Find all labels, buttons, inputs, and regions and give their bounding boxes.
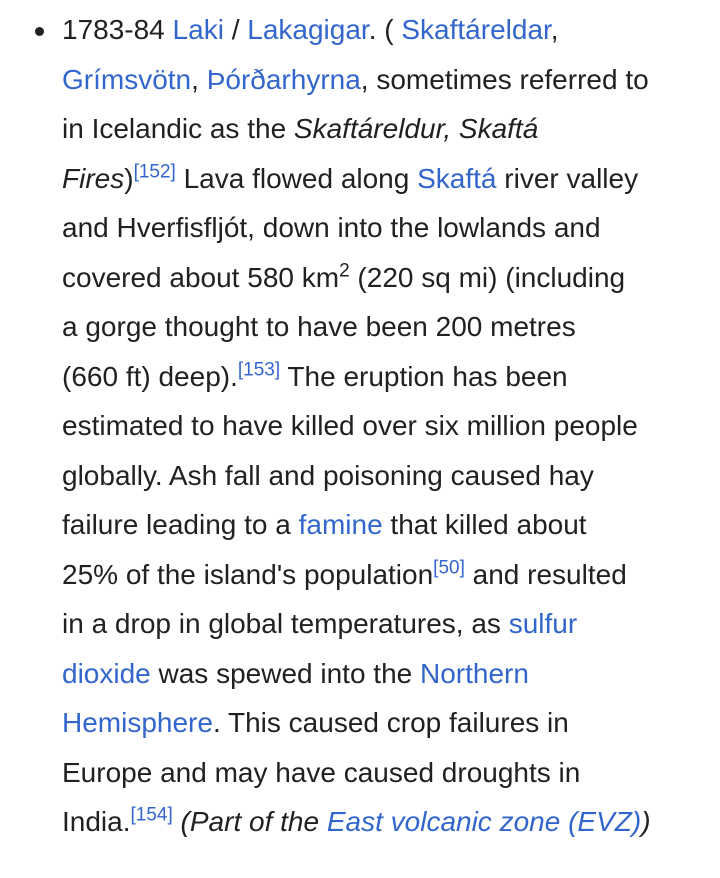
- text-segment: (220 sq mi) (including: [349, 261, 626, 293]
- famine-link[interactable]: famine: [298, 509, 383, 540]
- skaftareldar-link[interactable]: Skaftáreldar: [401, 14, 551, 45]
- text-segment: failure leading to a: [62, 509, 299, 540]
- text-line: [62, 649, 720, 699]
- text-segment: and Hverfisfljót, down into the lowlands and: [62, 212, 601, 243]
- text-segment: . This caused crop failures in: [212, 707, 569, 738]
- northern-hemisphere-link[interactable]: Hemisphere: [62, 707, 213, 738]
- text-segment: , sometimes referred to: [360, 63, 649, 95]
- ref-152-link[interactable]: [152]: [133, 161, 176, 183]
- east-volcanic-zone-link[interactable]: East volcanic zone (EVZ): [326, 806, 642, 837]
- text-segment: estimated to have killed over six million people: [62, 410, 638, 441]
- lakagigar-link[interactable]: Lakagigar: [247, 14, 369, 45]
- text-line: [62, 401, 720, 451]
- text-segment: covered about 580 km: [62, 261, 340, 293]
- text-segment: in a drop in global temperatures, as: [62, 608, 509, 639]
- text-line: [62, 5, 720, 55]
- text-line: [62, 104, 720, 154]
- text-segment: 25% of the island's population: [62, 558, 434, 590]
- text-segment: that killed about: [382, 509, 587, 540]
- text-segment: river valley: [496, 162, 639, 194]
- entry-text: [62, 5, 720, 847]
- sulfur-dioxide-link[interactable]: sulfur: [508, 608, 578, 639]
- text-segment: a gorge thought to have been 200 metres: [62, 311, 576, 342]
- text-segment: ): [124, 162, 134, 194]
- text-line: [62, 352, 720, 402]
- text-segment: Europe and may have caused droughts in: [62, 756, 581, 788]
- text-segment: Fires: [62, 162, 125, 194]
- text-line: [62, 302, 720, 352]
- thordarhyrna-link[interactable]: Þórðarhyrna: [206, 63, 361, 95]
- text-segment: Lava flowed along: [175, 162, 418, 194]
- text-segment: 1783-84: [62, 14, 173, 45]
- grimsvotn-link[interactable]: Grímsvötn: [62, 63, 192, 95]
- ref-50-link[interactable]: [50]: [433, 557, 465, 579]
- skafta-link[interactable]: Skaftá: [417, 162, 497, 194]
- text-segment: The eruption has been: [280, 360, 568, 392]
- text-segment: (660 ft) deep).: [62, 360, 238, 392]
- laki-link[interactable]: Laki: [172, 14, 224, 45]
- text-line: [62, 550, 720, 600]
- text-segment: ): [641, 806, 651, 837]
- text-segment: ,: [550, 14, 559, 45]
- text-segment: globally. Ash fall and poisoning caused hay: [62, 459, 594, 491]
- northern-hemisphere-link[interactable]: Northern: [420, 657, 529, 689]
- text-line: [62, 698, 720, 748]
- text-line: [62, 797, 720, 847]
- text-segment: in Icelandic as the: [62, 113, 294, 144]
- text-line: [62, 55, 720, 105]
- bullet-icon: [35, 27, 44, 36]
- text-line: [62, 500, 720, 550]
- text-segment: and resulted: [464, 558, 627, 590]
- text-line: [62, 154, 720, 204]
- text-line: [62, 203, 720, 253]
- text-line: [62, 599, 720, 649]
- text-line: [62, 451, 720, 501]
- text-segment: India.: [62, 806, 131, 837]
- text-segment: . (: [368, 14, 402, 45]
- text-segment: ,: [191, 63, 207, 95]
- ref-153-link[interactable]: [153]: [237, 359, 281, 381]
- text-segment: /: [223, 14, 248, 45]
- sulfur-dioxide-link[interactable]: dioxide: [62, 657, 151, 689]
- text-segment: was spewed into the: [150, 657, 421, 689]
- text-segment: (Part of the: [180, 806, 327, 837]
- text-segment: Skaftáreldur, Skaftá: [293, 113, 539, 144]
- text-line: [62, 748, 720, 798]
- text-line: [62, 253, 720, 303]
- ref-154-link[interactable]: [154]: [130, 804, 173, 826]
- superscript: 2: [339, 260, 350, 282]
- text-segment: [173, 806, 181, 837]
- list-item-laki-eruption: [62, 5, 720, 847]
